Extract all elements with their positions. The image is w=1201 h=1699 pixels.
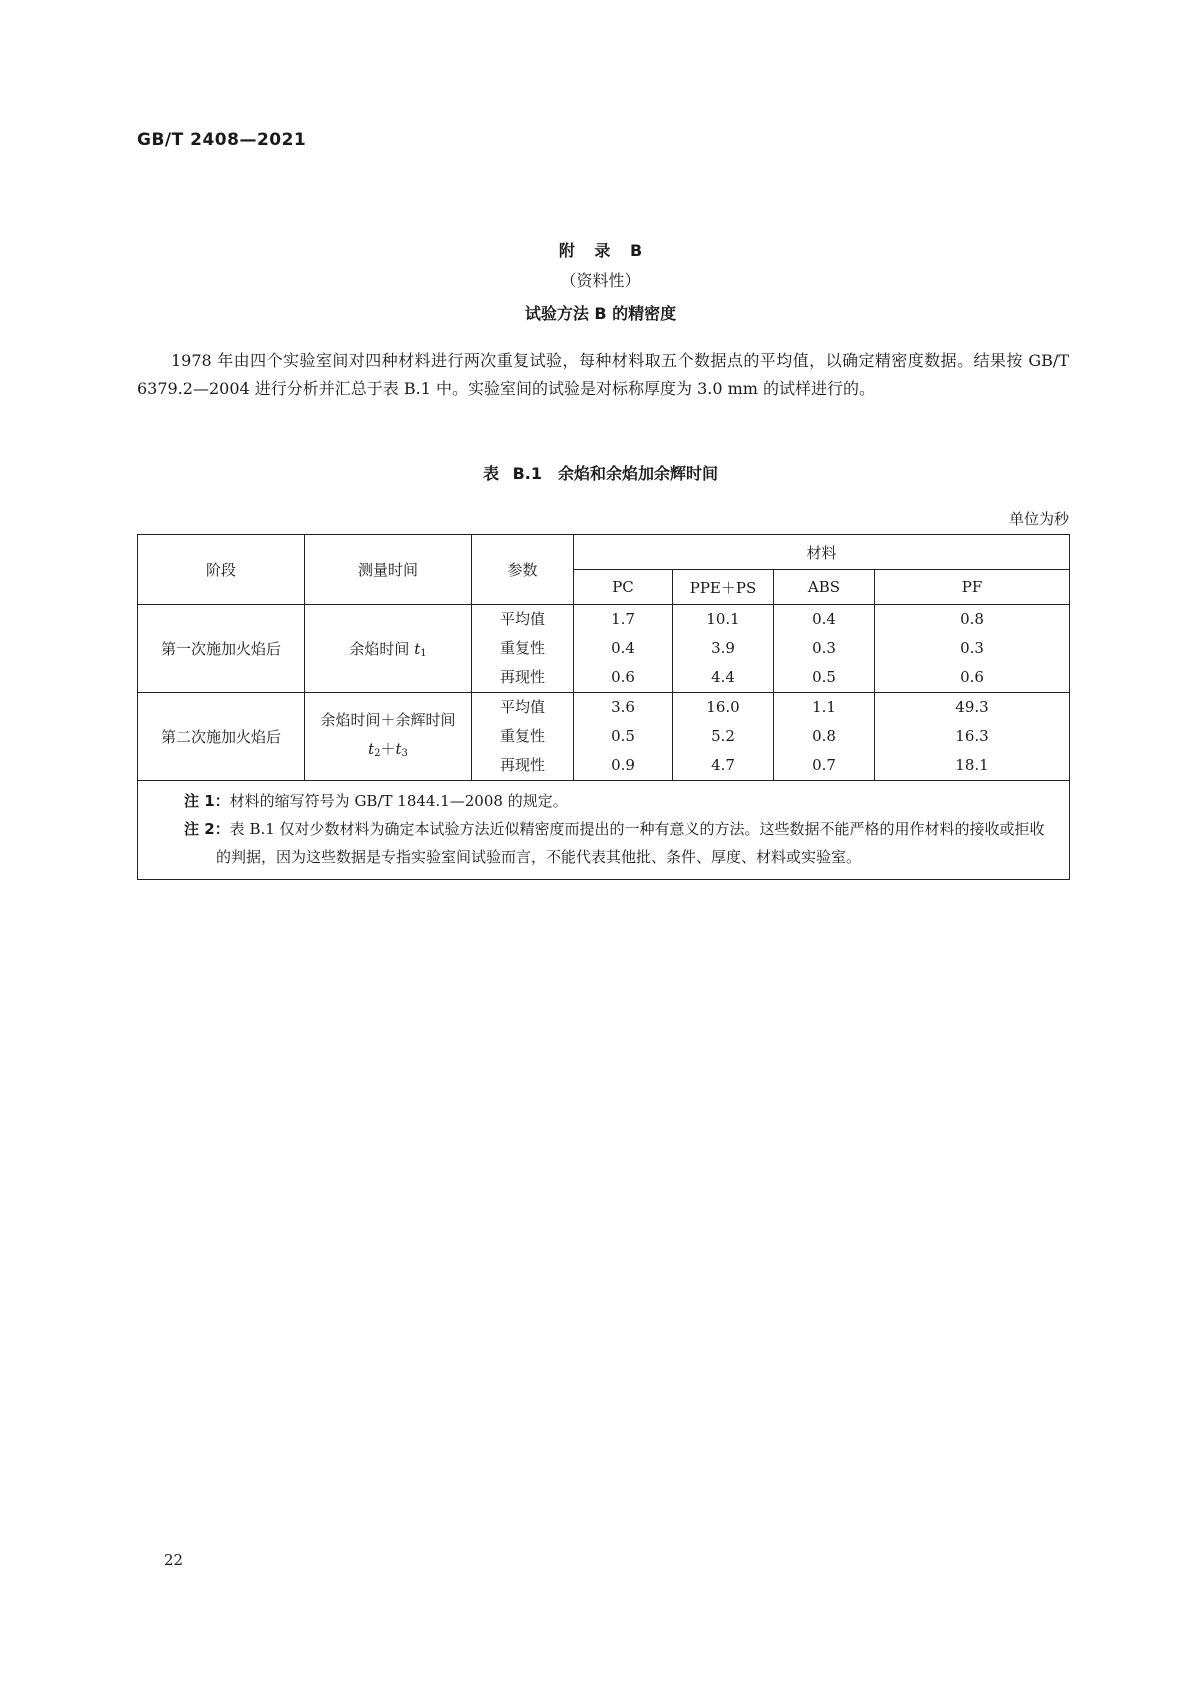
header-material-pc: PC (574, 570, 673, 605)
value: 0.5 (611, 727, 635, 745)
value: 0.9 (611, 756, 635, 774)
note-label: 注 2： (184, 820, 230, 838)
param-repeatability: 重复性 (499, 639, 545, 657)
table-unit: 单位为秒 (1008, 510, 1069, 528)
measure-cell (305, 605, 472, 693)
note-1 (184, 787, 1059, 815)
header-material-ppe-ps: PPE＋PS (673, 570, 774, 605)
value: 49.3 (955, 698, 989, 716)
note-text: 材料的缩写符号为 GB/T 1844.1—2008 的规定。 (229, 792, 568, 810)
header-param: 参数 (472, 535, 574, 605)
measure-plus: ＋ (380, 739, 396, 758)
measure-subscript: 1 (420, 648, 427, 659)
value: 0.3 (960, 639, 984, 657)
page-number: 22 (164, 1551, 184, 1569)
header-material-abs: ABS (774, 570, 875, 605)
annex-label: 附 录 B (558, 241, 643, 260)
value: 4.7 (711, 756, 735, 774)
value: 3.9 (711, 639, 735, 657)
value: 4.4 (711, 668, 735, 686)
value-cell-abs (774, 605, 875, 693)
precision-table (137, 534, 1070, 880)
value: 0.4 (812, 610, 836, 628)
table-row (138, 605, 1070, 693)
notes-cell (138, 781, 1070, 880)
value-cell-pf (875, 605, 1070, 693)
measure-symbol: t (368, 739, 375, 758)
value-cell-pc (574, 605, 673, 693)
value: 1.7 (611, 610, 635, 628)
measure-symbol: t (395, 739, 402, 758)
value-cell-ppe-ps (673, 693, 774, 781)
param-cell (472, 605, 574, 693)
value: 0.3 (812, 639, 836, 657)
value: 16.0 (706, 698, 740, 716)
value-cell-abs (774, 693, 875, 781)
value: 1.1 (812, 698, 836, 716)
measure-formula (305, 735, 471, 768)
measure-subscript: 2 (374, 747, 381, 759)
value: 3.6 (611, 698, 635, 716)
stage-cell: 第一次施加火焰后 (138, 605, 305, 693)
value: 0.6 (611, 668, 635, 686)
value: 0.8 (812, 727, 836, 745)
param-reproducibility: 再现性 (499, 668, 545, 686)
value: 18.1 (955, 756, 989, 774)
stage-cell: 第二次施加火焰后 (138, 693, 305, 781)
param-cell (472, 693, 574, 781)
notes-row (138, 781, 1070, 880)
value: 0.7 (812, 756, 836, 774)
value: 0.5 (812, 668, 836, 686)
value: 10.1 (706, 610, 740, 628)
param-repeatability: 重复性 (499, 727, 545, 745)
value: 0.4 (611, 639, 635, 657)
value: 0.8 (960, 610, 984, 628)
measure-text: 余焰时间 (349, 640, 410, 658)
value-cell-ppe-ps (673, 605, 774, 693)
note-2 (184, 815, 1059, 871)
table-row (138, 693, 1070, 781)
header-measure: 测量时间 (305, 535, 472, 605)
value-cell-pc (574, 693, 673, 781)
value-cell-pf (875, 693, 1070, 781)
measure-cell (305, 693, 472, 781)
measure-text: 余焰时间＋余辉时间 (320, 710, 456, 729)
document-code: GB/T 2408—2021 (137, 130, 307, 150)
value: 0.6 (960, 668, 984, 686)
header-material-pf: PF (875, 570, 1070, 605)
value: 16.3 (955, 727, 989, 745)
note-label: 注 1： (184, 792, 230, 810)
param-reproducibility: 再现性 (499, 756, 545, 774)
param-mean: 平均值 (499, 698, 545, 716)
annex-title: 试验方法 B 的精密度 (524, 304, 677, 323)
table-title: 表 B.1 余焰和余焰加余辉时间 (483, 464, 718, 483)
header-stage: 阶段 (138, 535, 305, 605)
param-mean: 平均值 (499, 610, 545, 628)
measure-subscript: 3 (401, 747, 408, 759)
intro-paragraph: 1978 年由四个实验室间对四种材料进行两次重复试验，每种材料取五个数据点的平均值，以确定精密度数据。结果按 GB/T 6379.2—2004 进行分析并汇总于表 B.1 中。实验室间的试验是对标称厚度为 3.0 mm 的试样进行的。 (137, 351, 1069, 398)
note-text: 表 B.1 仅对少数材料为确定本试验方法近似精密度而提出的一种有意义的方法。这些数据不能严格的用作材料的接收或拒收的判据，因为这些数据是专指实验室间试验而言，不能代表其他批、条件、厚度、材料或实验室。 (216, 820, 1045, 866)
value: 5.2 (711, 727, 735, 745)
measure-symbol: t (414, 640, 421, 658)
annex-informative: （资料性） (560, 271, 641, 290)
header-material: 材料 (574, 535, 1070, 570)
